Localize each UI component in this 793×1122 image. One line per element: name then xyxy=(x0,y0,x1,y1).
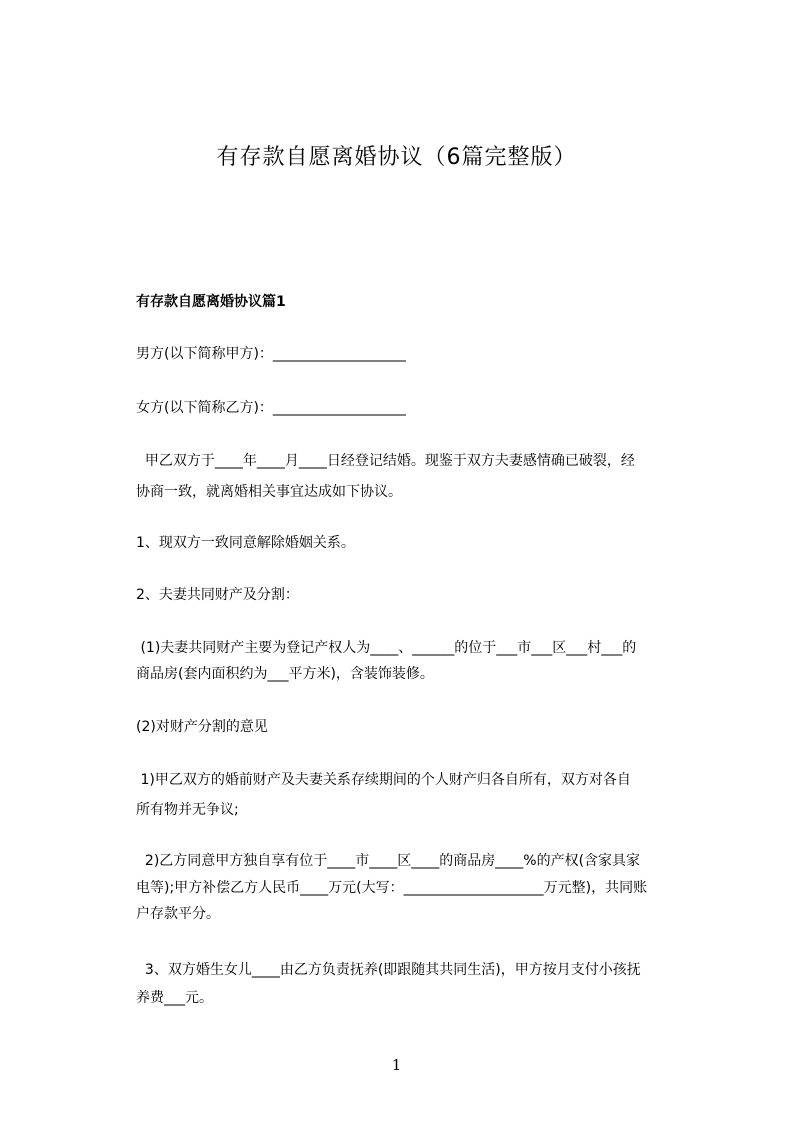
paragraph-item-2-line1: 2)乙方同意甲方独自享有位于____市____区____的商品房____%的产权(含家具家 xyxy=(136,853,641,869)
paragraph-item-2-line2: 电等);甲方补偿乙方人民币____万元(大写：____________________万元整)，共同账 xyxy=(136,880,648,896)
paragraph-male-party: 男方(以下简称甲方)：___________________ xyxy=(136,346,406,362)
paragraph-female-party: 女方(以下简称乙方)：___________________ xyxy=(136,400,406,416)
paragraph-clause-2-2: (2)对财产分割的意见 xyxy=(136,719,268,735)
paragraph-clause-2-1-line2: 商品房(套内面积约为___平方米)，含装饰装修。 xyxy=(136,666,434,682)
paragraph-clause-3-line2: 养费___元。 xyxy=(136,990,213,1006)
paragraph-item-2-line3: 户存款平分。 xyxy=(136,906,220,922)
paragraph-clause-3-line1: 3、双方婚生女儿____由乙方负责抚养(即跟随其共同生活)，甲方按月支付小孩抚 xyxy=(136,962,641,978)
paragraph-intro-line1: 甲乙双方于____年____月____日经登记结婚。现鉴于双方夫妻感情确已破裂，经 xyxy=(136,453,635,469)
paragraph-item-1-line2: 所有物并无争议; xyxy=(136,802,239,818)
paragraph-clause-1: 1、现双方一致同意解除婚姻关系。 xyxy=(136,535,355,551)
paragraph-intro-line2: 协商一致，就离婚相关事宜达成如下协议。 xyxy=(136,484,402,500)
page-title: 有存款自愿离婚协议（6篇完整版） xyxy=(216,145,577,170)
section-heading: 有存款自愿离婚协议篇1 xyxy=(136,294,286,310)
paragraph-item-1-line1: 1)甲乙双方的婚前财产及夫妻关系存续期间的个人财产归各自所有，双方对各自 xyxy=(136,772,631,788)
paragraph-clause-2-1-line1: (1)夫妻共同财产主要为登记产权人为____、______的位于___市___区___村___的 xyxy=(136,640,637,656)
page-number: 1 xyxy=(391,1056,402,1074)
paragraph-clause-2: 2、夫妻共同财产及分割： xyxy=(136,587,299,603)
